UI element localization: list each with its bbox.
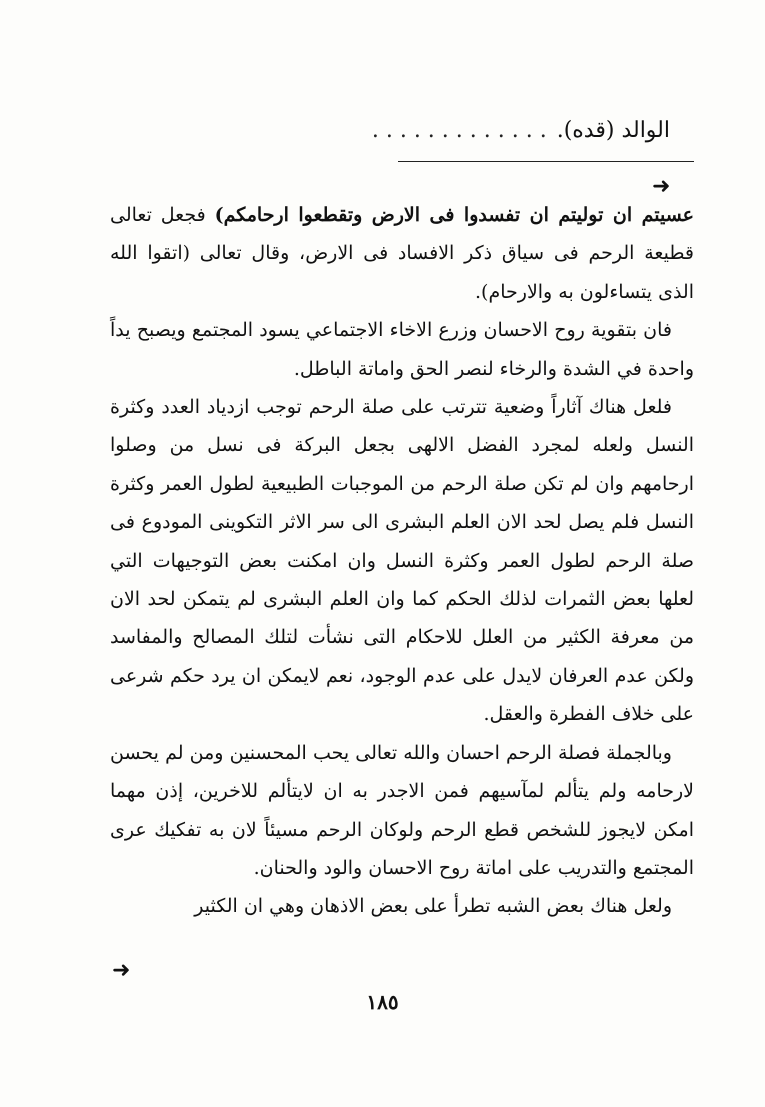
- paragraph-4: وبالجملة فصلة الرحم احسان والله تعالى يحب المحسنين ومن لم يحسن لارحامه ولم يتألم لمآسيهم فمن الاجدر به ان لايتألم للاخرين، إذن مهما امكن لايجوز للشخص قطع الرحم ولوكان الرحم مسيئاً لان به تفكيك عرى المجتمع والتدريب على اماتة روح الاحسان والود والحنان.: [110, 741, 694, 879]
- running-header: [110, 112, 670, 148]
- continuation-arrow-bottom-icon: ➜: [112, 958, 131, 983]
- paragraph-1-text: فجعل تعالى قطيعة الرحم فى سياق ذكر الافساد فى الارض، وقال تعالى (اتقوا الله الذى يتساءلون به والارحام).: [110, 204, 694, 303]
- page-number: ١٨٥: [366, 990, 399, 1014]
- header-rule: [398, 161, 694, 162]
- paragraph-3: فلعل هناك آثاراً وضعية تترتب على صلة الرحم توجب ازدياد العدد وكثرة النسل ولعله لمجرد الفضل الالهى بجعل البركة فى نسل من وصلوا ارحامهم وان لم تكن صلة الرحم من الموجبات الطبيعية لطول العمر وكثرة النسل فلم يصل لحد الان العلم البشرى الى سر الاثر التكوينى المودوع فى صلة الرحم لطول العمر وكثرة النسل وان امكنت بعض التوجيهات التي لعلها بعض الثمرات لذلك الحكم كما وان العلم البشرى لم يتمكن لحد الان من معرفة الكثير من العلل للاحكام التى نشأت لتلك المصالح والمفاسد ولكن عدم العرفان لايدل على عدم الوجود، نعم لايمكن ان يرد حكم شرعى على خلاف الفطرة والعقل.: [110, 396, 695, 726]
- header-title: الوالد (قده).: [556, 117, 670, 143]
- paragraph-1: [110, 196, 694, 311]
- header-dot-leader: . . . . . . . . . . . . .: [371, 117, 547, 143]
- continuation-arrow-top-icon: ➜: [652, 174, 671, 199]
- quran-quote: عسيتم ان توليتم ان تفسدوا فى الارض وتقطعوا ارحامكم): [214, 204, 694, 226]
- body-text: [110, 196, 694, 926]
- paragraph-5: ولعل هناك بعض الشبه تطرأ على بعض الاذهان وهي ان الكثير: [194, 895, 672, 918]
- paragraph-2: فان بتقوية روح الاحسان وزرع الاخاء الاجتماعي يسود المجتمع ويصبح يداً واحدة في الشدة والرخاء لنصر الحق واماتة الباطل.: [110, 319, 694, 380]
